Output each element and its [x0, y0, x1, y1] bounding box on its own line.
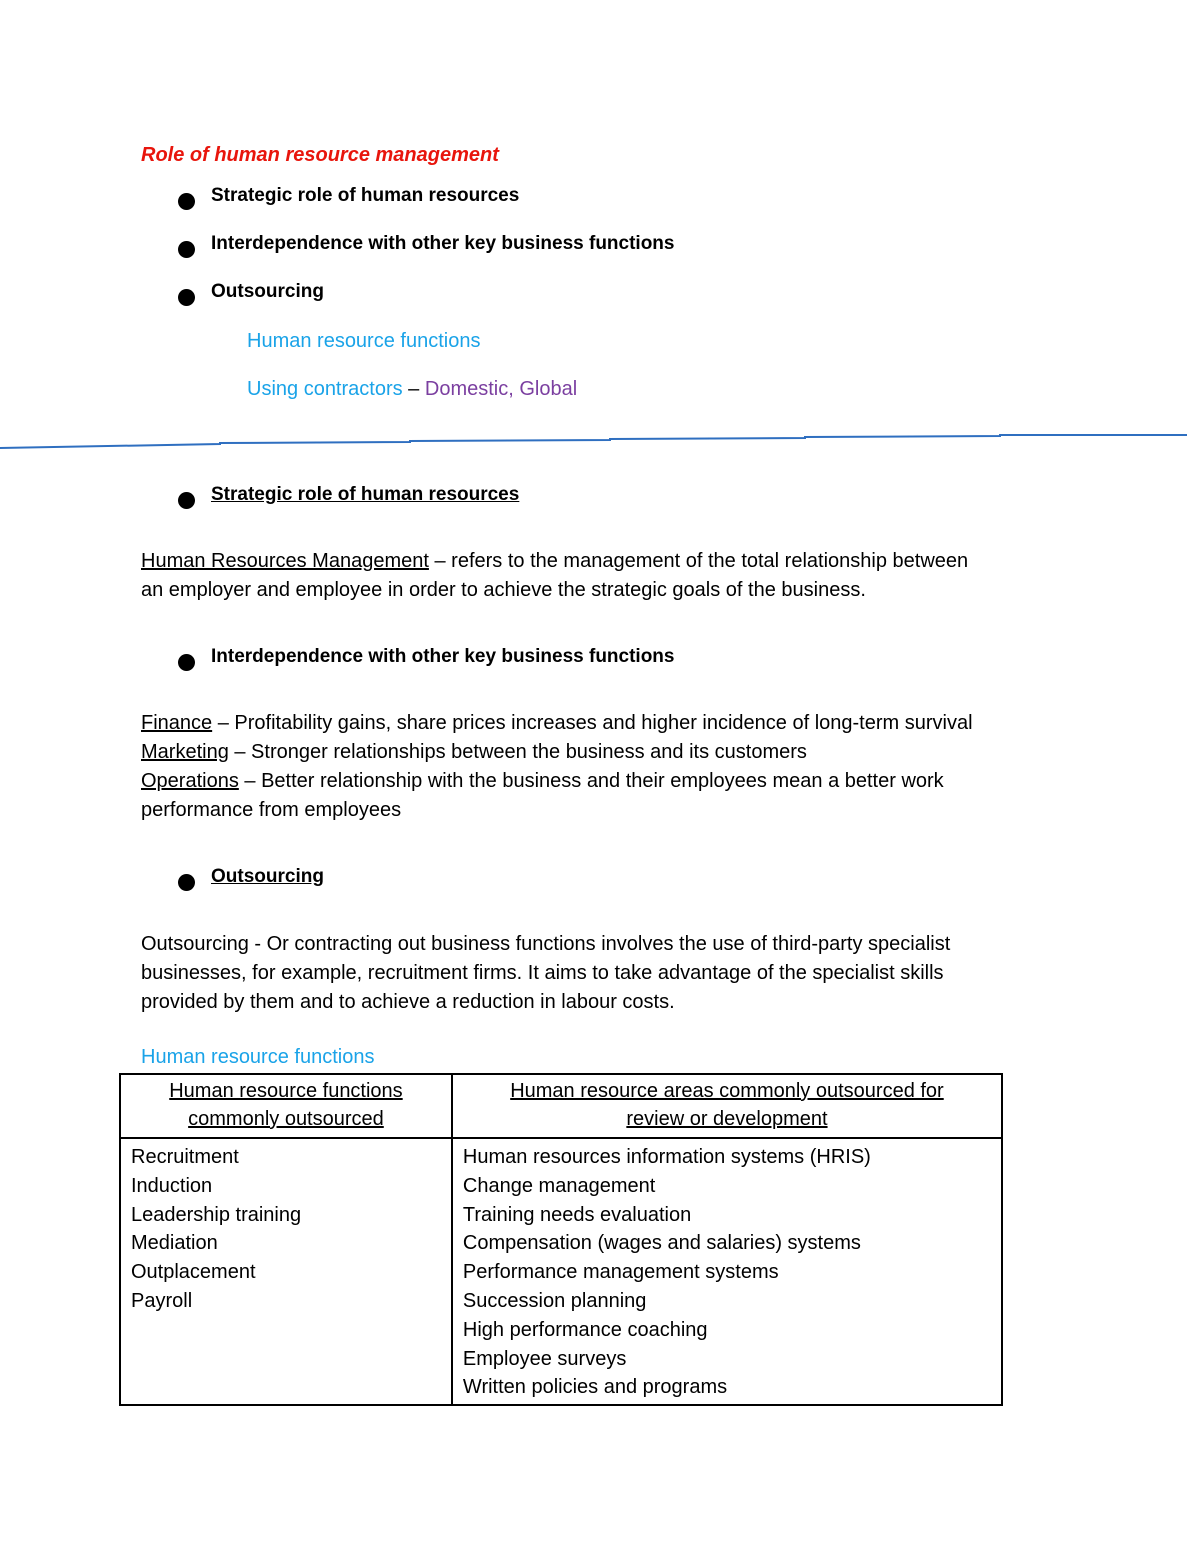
list-item: Written policies and programs — [462, 1376, 728, 1399]
outsourcing-paragraph-line1: Outsourcing - Or contracting out business functions involves the use of third-party specialist — [141, 933, 951, 955]
finance-text: – Profitability gains, share prices increases and higher incidence of long-term survival — [212, 712, 973, 734]
finance-term: Finance — [141, 712, 213, 734]
outsourcing-paragraph-line3: provided by them and to achieve a reduction in labour costs. — [141, 991, 675, 1013]
table-header-col2-line1: Human resource areas commonly outsourced for — [510, 1080, 944, 1102]
hrm-definition-line2: an employer and employee in order to achieve the strategic goals of the business. — [141, 579, 866, 601]
list-item: Change management — [462, 1174, 656, 1197]
hr-functions-table — [119, 1073, 1003, 1406]
hrm-definition-text: – refers to the management of the total relationship between — [428, 550, 969, 572]
outline-item-outsourcing: Outsourcing — [211, 281, 324, 302]
operations-line — [141, 767, 944, 796]
page-title: Role of human resource management — [141, 144, 499, 166]
list-item: Leadership training — [131, 1203, 302, 1226]
bullet-icon — [178, 289, 195, 306]
section-heading-strategic: Strategic role of human resources — [211, 484, 520, 505]
outline-item-interdependence: Interdependence with other key business functions — [211, 233, 675, 254]
list-item: High performance coaching — [462, 1318, 708, 1341]
bullet-icon — [178, 654, 195, 671]
operations-term: Operations — [141, 770, 239, 792]
marketing-line — [141, 738, 807, 767]
outline-sub-contractors — [247, 378, 577, 401]
list-item: Human resources information systems (HRIS) — [462, 1146, 871, 1168]
table-header-col1-line1: Human resource functions — [169, 1080, 403, 1102]
list-item: Performance management systems — [462, 1261, 779, 1284]
table-header-col1-line2: commonly outsourced — [188, 1108, 384, 1130]
section-divider — [0, 430, 1200, 460]
list-item: Employee surveys — [462, 1347, 627, 1370]
outline-item-strategic: Strategic role of human resources — [211, 185, 520, 206]
list-item: Outplacement — [131, 1261, 256, 1284]
hrm-definition-line1 — [141, 547, 968, 576]
marketing-text: – Stronger relationships between the business and its customers — [228, 741, 807, 763]
operations-line2: performance from employees — [141, 799, 402, 821]
section-heading-interdependence: Interdependence with other key business functions — [211, 646, 675, 667]
table-cell-functions — [120, 1138, 452, 1405]
list-item: Payroll — [131, 1289, 193, 1312]
bullet-icon — [178, 241, 195, 258]
list-item: Succession planning — [462, 1289, 647, 1312]
bullet-icon — [178, 193, 195, 210]
list-item: Mediation — [131, 1232, 218, 1255]
hrm-term: Human Resources Management — [141, 550, 429, 572]
outline-sub-hr-functions: Human resource functions — [247, 330, 481, 352]
contractors-dash: – — [402, 378, 425, 400]
contractors-label: Using contractors — [247, 378, 403, 400]
bullet-icon — [178, 874, 195, 891]
bullet-icon — [178, 492, 195, 509]
list-item: Training needs evaluation — [462, 1203, 692, 1226]
outsourcing-paragraph-line2: businesses, for example, recruitment firms. It aims to take advantage of the specialist skills — [141, 962, 944, 984]
list-item: Induction — [131, 1174, 213, 1197]
table-cell-areas — [452, 1138, 1002, 1405]
table-header-col2-line2: review or development — [626, 1108, 828, 1130]
table-header-col1 — [120, 1074, 452, 1138]
table-header-col2 — [452, 1074, 1002, 1138]
list-item: Recruitment — [131, 1146, 239, 1168]
operations-text: – Better relationship with the business and their employees mean a better work — [238, 770, 944, 792]
list-item: Compensation (wages and salaries) systems — [462, 1232, 861, 1255]
section-heading-outsourcing: Outsourcing — [211, 866, 324, 887]
contractors-types: Domestic, Global — [424, 378, 578, 400]
finance-line — [141, 709, 973, 738]
marketing-term: Marketing — [141, 741, 229, 763]
table-caption: Human resource functions — [141, 1046, 375, 1068]
